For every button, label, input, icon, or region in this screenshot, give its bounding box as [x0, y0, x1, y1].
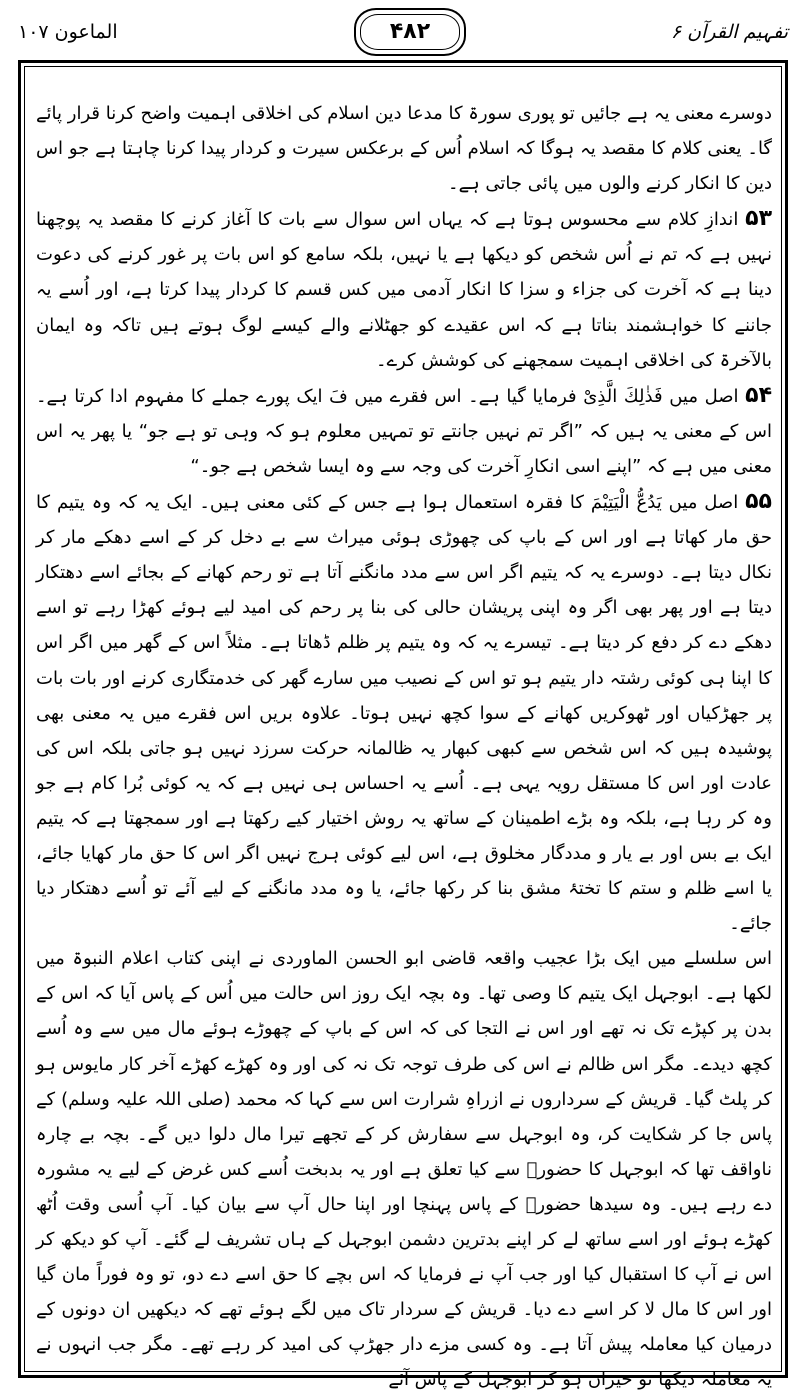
page-number: ۴۸۲ — [360, 14, 460, 50]
footnote-55 — [36, 484, 772, 941]
paragraph-text: دوسرے معنی یہ ہے جائیں تو پوری سورۃ کا مدعا دین اسلام کی اخلاقی اہمیت واضح کرنا قرار پائے گا۔ یعنی کلام کا مقصد یہ ہوگا کہ اسلام اُس کے برعکس سیرت و کردار پیدا کرنا چاہتا ہے جو اس دین کا انکار کرنے والوں میں پائی جاتی ہے۔ — [36, 103, 772, 195]
paragraph-text: اس سلسلے میں ایک بڑا عجیب واقعہ قاضی ابو الحسن الماوردی نے اپنی کتاب اعلام النبوۃ میں لکھا ہے۔ ابوجہل ایک یتیم کا وصی تھا۔ وہ بچہ ایک روز اس حالت میں اُس کے پاس آیا کہ اس کے بدن پر کپڑے تک نہ تھے اور اس نے التجا کی کہ اس کے باپ کے چھوڑے ہوئے مال میں سے وہ اُسے کچھ دیدے۔ مگر اس ظالم نے اس کی طرف توجہ تک نہ کی اور وہ کھڑے کھڑے آخر کار مایوس ہو کر پلٹ گیا۔ قریش کے سرداروں نے ازراہِ شرارت اس سے کہا کہ محمد (صلی اللہ علیہ وسلم) کے پاس جا کر شکایت کر، وہ ابوجہل سے سفارش کر کے تجھے تیرا مال دلوا دیں گے۔ بچہ بے چارہ ناواقف تھا کہ ابوجہل کا حضورؐ سے کیا تعلق ہے اور یہ بدبخت اُسے کس غرض کے لیے یہ مشورہ دے رہے ہیں۔ وہ سیدھا حضورؐ کے پاس پہنچا اور اپنا حال آپ سے بیان کیا۔ آپ اُسی وقت اُٹھ کھڑے ہوئے اور اسے ساتھ لے کر اپنے بدترین دشمن ابوجہل کے ہاں تشریف لے گئے۔ آپ کو دیکھ کر اس نے آپ کا استقبال کیا اور جب آپ نے فرمایا کہ اس بچے کا حق اسے دے دو، تو وہ فوراً مان گیا اور اس کا مال لا کر اسے دے دیا۔ قریش کے سردار تاک میں لگے ہوئے تھے کہ دیکھیں ان دونوں کے درمیان کیا معاملہ پیش آتا ہے۔ وہ کسی مزے دار جھڑپ کی امید کر رہے تھے۔ مگر جب انہوں نے یہ معاملہ دیکھا تو حیران ہو کر ابوجہل کے پاس آئے — [36, 948, 772, 1391]
paragraph-text: اندازِ کلام سے محسوس ہوتا ہے کہ یہاں اس سوال سے بات کا آغاز کرنے کا مقصد یہ پوچھنا نہیں ہے کہ تم نے اُس شخص کو دیکھا ہے یا نہیں، بلکہ سامع کو اس بات پر غور کرنے کی دعوت دینا ہے کہ آخرت کی جزاء و سزا کا انکار آدمی میں کس قسم کا کردار پیدا کرتا ہے، اور اُسے یہ جاننے کا خواہشمند بناتا ہے کہ اس عقیدے کو جھٹلانے والے کیسے لوگ ہوتے ہیں تاکہ وہ ایمان بالآخرۃ کی اخلاقی اہمیت سمجھنے کی کوشش کرے۔ — [36, 209, 772, 371]
page-number-badge — [354, 8, 466, 56]
footnote-number: ۵۳ — [745, 206, 772, 232]
footnote-53 — [36, 201, 772, 377]
paragraph-continuation — [36, 96, 772, 201]
footnote-number: ۵۴ — [745, 382, 772, 408]
commentary-text — [36, 96, 772, 1391]
footnote-54 — [36, 378, 772, 484]
paragraph-anecdote — [36, 941, 772, 1397]
surah-reference: الماعون ۱۰۷ — [18, 21, 118, 43]
book-title: تفہیم القرآن ۶ — [670, 21, 788, 43]
paragraph-text: اصل میں فَذٰلِكَ الَّذِیْ فرمایا گیا ہے۔ اس فقرے میں فَ ایک پورے جملے کا مفہوم ادا کرتا ہے۔ اس کے معنی یہ ہیں کہ ”اگر تم نہیں جانتے تو تمہیں معلوم ہو کہ وہی تو ہے جو“ یا پھر یہ اس معنی میں ہے کہ ”اپنے اسی انکارِ آخرت کی وجہ سے وہ ایسا شخص ہے جو۔“ — [36, 385, 772, 477]
paragraph-text: اصل میں یَدُعُّ الْیَتِیْمَ کا فقرہ استعمال ہوا ہے جس کے کئی معنی ہیں۔ ایک یہ کہ وہ یتیم کا حق مار کھاتا ہے اور اس کے باپ کی چھوڑی ہوئی میراث سے بے دخل کر کے اسے دھکے مار کر نکال دیتا ہے۔ دوسرے یہ کہ یتیم اگر اس سے مدد مانگنے آتا ہے تو رحم کھانے کے بجائے اسے دھتکار دیتا ہے اور پھر بھی اگر وہ اپنی پریشان حالی کی بنا پر رحم کی امید لیے ہوئے کھڑا رہے تو اسے دھکے دے کر دفع کر دیتا ہے۔ تیسرے یہ کہ وہ یتیم پر ظلم ڈھاتا ہے۔ مثلاً اس کے گھر میں اگر اس کا اپنا ہی کوئی رشتہ دار یتیم ہو تو اس کے نصیب میں سارے گھر کی خدمتگاری کرنے اور بات بات پر جھڑکیاں اور ٹھوکریں کھانے کے سوا کچھ نہیں ہوتا۔ علاوہ بریں اس فقرے میں یہ معنی بھی پوشیدہ ہیں کہ اس شخص سے کبھی کبھار یہ ظالمانہ حرکت سرزد نہیں ہو جاتی بلکہ اس کی عادت اور اس کا مستقل رویہ یہی ہے۔ اُسے یہ احساس ہی نہیں ہے کہ یہ کوئی بُرا کام ہے جو وہ کر رہا ہے، بلکہ وہ بڑے اطمینان کے ساتھ یہ روش اختیار کیے رکھتا ہے اور سمجھتا ہے کہ یتیم ایک بے بس اور بے یار و مددگار مخلوق ہے، اس لیے کوئی ہرج نہیں اگر اس کا حق مار کھایا جائے، یا اسے ظلم و ستم کا تختۂ مشق بنا کر رکھا جائے، یا وہ مدد مانگنے کے لیے آئے تو اُسے دھتکار دیا جائے۔ — [36, 492, 772, 935]
footnote-number: ۵۵ — [745, 489, 772, 515]
